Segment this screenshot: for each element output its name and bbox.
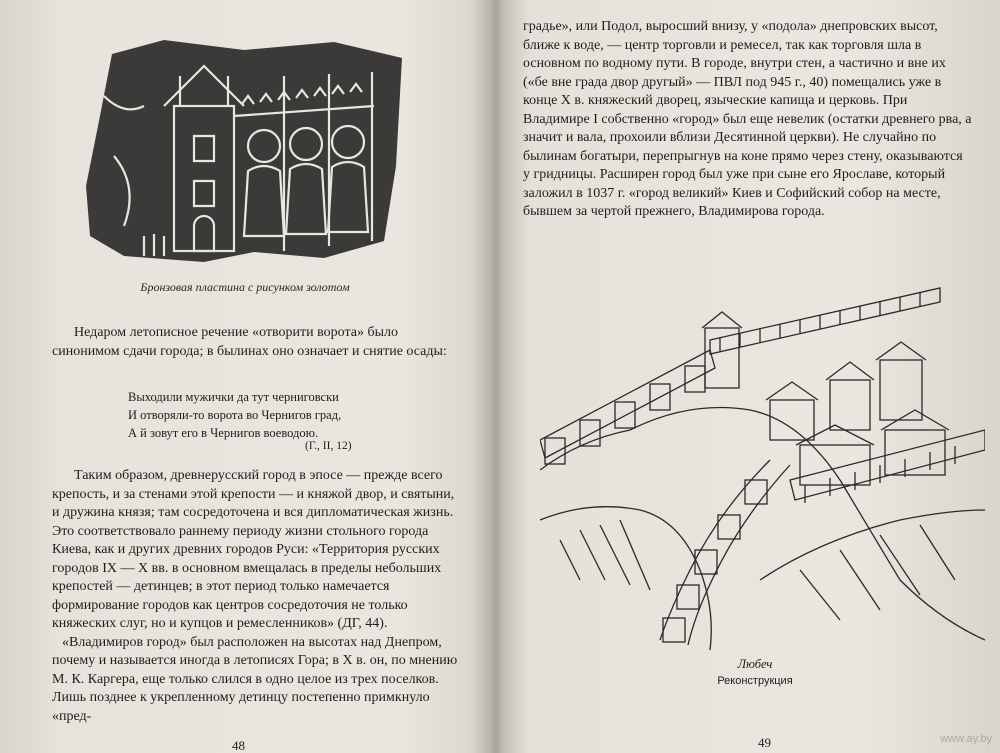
paragraph-text: Таким образом, древнерусский город в эпосе — прежде всего крепость, и за стенами этой крепости — и княжой двор, и святыни, и дружина князя; там сосредоточена и вся дипломатическая жизнь. Это соответствовало раннему периоду жизни стольного города Киева, как и других древних городов Руси: «Территория русских городов IX — X вв. в основном вмещалась в пределы небольших крепостей — детинцев; в этот период только намечается формирование городов как центров сосредоточия не только княжеских слуг, но и купцов и ремесленников» (ДГ, 44). [52,468,455,631]
verse-line: Выходили мужички да тут черниговски [128,390,339,404]
page-number-right: 49 [758,735,771,750]
illustration-title: Любеч [737,657,773,671]
paragraph-fortress [52,467,464,726]
illustration-subtitle: Реконструкция [717,675,793,687]
page-number-left: 48 [232,738,245,753]
paragraph-gates [52,324,462,361]
paragraph-text: «Владимиров город» был расположен на высотах над Днепром, почему и называется иногда в летописях Гора; в X в. он, по мнению М. К. Каргера, еще только слился в одно целое из трех поселков. Лишь позднее к укрепленному детинцу постепенно примкнуло «пред- [52,634,458,724]
watermark: www.ay.by [940,733,992,745]
paragraph-text: градье», или Подол, выросший внизу, у «подола» днепровских высот, ближе к воде, — центр торговли и ремесел, так как торговля шла в основном по водному пути. В городе, внутри стен, а частично и вне их («бе вне града двор другый» — ПВЛ под 945 г., 40) помещались уже в конце X в. княжеский дворец, языческие капища и церковь. При Владимире I собственно «город» был еще невелик (остатки древнего рва, а значит и вала, прохоили вблизи Десятинной церкви). Не случайно по былинам богатыри, перепрыгнув на коне прямо через стену, оказываются у гридницы. Расширен город был уже при сыне его Ярославе, который заложил в 1037 г. «город великий» Киев и Софийский собор на месте, бывшем за чертой прежнего, Владимирова города. [523,19,972,219]
right-page [500,0,1000,753]
verse-line: А й зовут его в Чернигов воеводою. [128,426,319,440]
verse-line: И отворяли-то ворота во Чернигов град, [128,408,342,422]
lyubech-reconstruction-illustration [540,280,985,650]
bronze-plate-illustration [84,36,404,266]
paragraph-text: Недаром летописное речение «отворити ворота» было синонимом сдачи города; в былинах оно означает и снятие осады: [52,325,447,359]
fortress-drawing [540,280,985,650]
bylina-verse [128,388,398,442]
plate-caption: Бронзовая пластина с рисунком золотом [140,280,350,294]
bronze-plate-drawing [84,36,404,266]
left-page [0,0,490,753]
paragraph-podol [523,18,973,222]
verse-reference: (Г., II, 12) [305,440,352,452]
